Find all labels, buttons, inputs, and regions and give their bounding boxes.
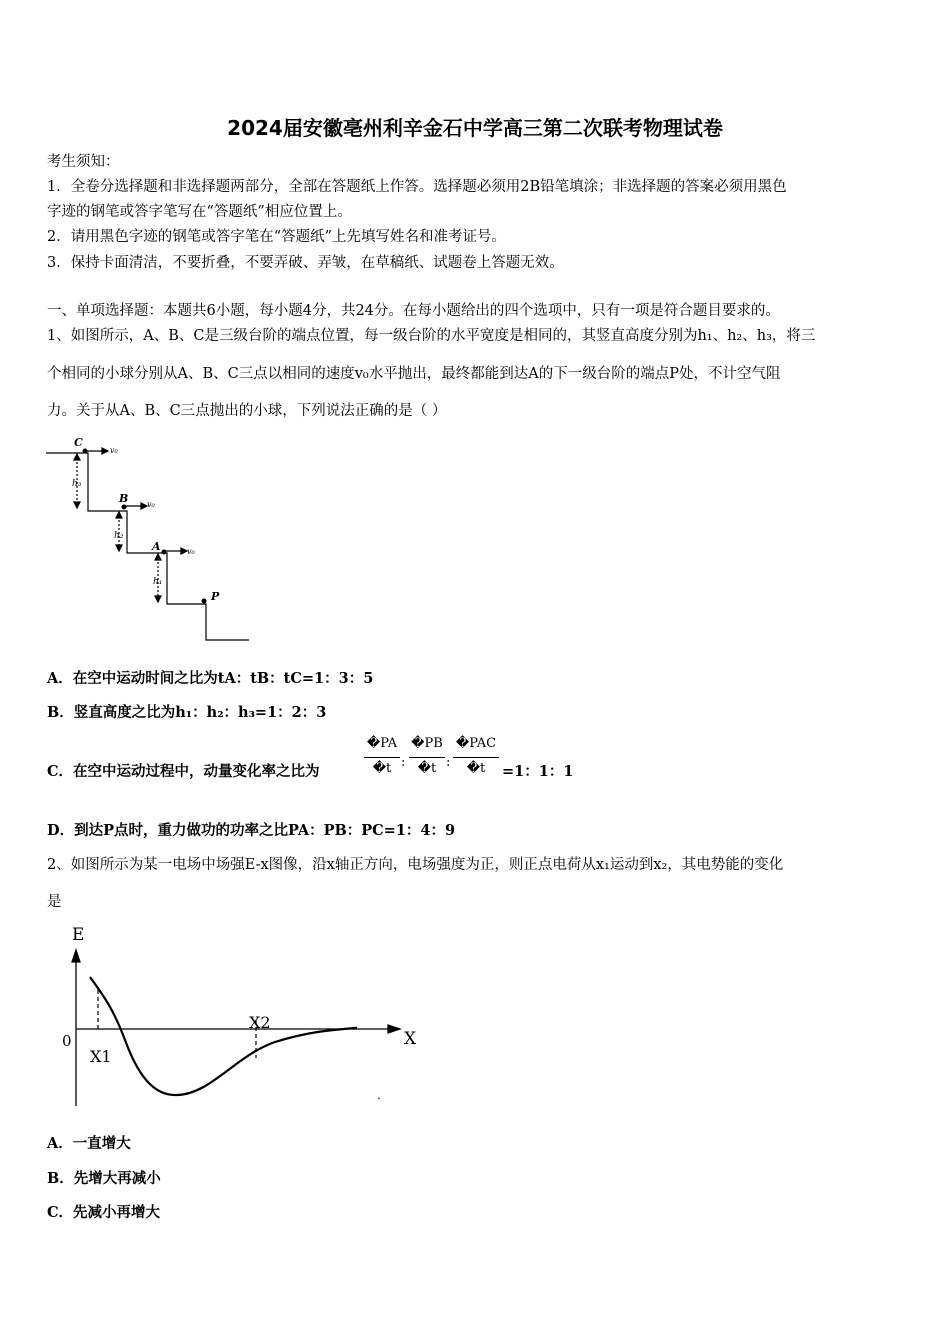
label-c: C: [74, 436, 83, 449]
fraction-den: �t: [466, 761, 486, 776]
q1-option-c-prefix: C．在空中运动过程中，动量变化率之比为: [47, 763, 320, 780]
q2-stem-line: 是: [47, 894, 62, 910]
label-h3: h₃: [72, 479, 82, 489]
q1-stem-line: 1、如图所示，A、B、C是三级台阶的端点位置，每一级台阶的水平宽度是相同的，其竖直高度分别为h₁、h₂、h₃，将三: [47, 328, 816, 344]
label-v0: v₀: [147, 500, 155, 509]
point-c: [83, 449, 88, 454]
notice-item: 2．请用黑色字迹的钢笔或答字笔在“答题纸”上先填写姓名和准考证号。: [47, 229, 507, 245]
ratio-colon: :: [446, 755, 451, 770]
notice-item: 字迹的钢笔或答字笔写在“答题纸”相应位置上。: [47, 204, 352, 220]
stairs-figure: [44, 432, 254, 644]
q1-option-b: B．竖直高度之比为h₁：h₂：h₃=1：2：3: [47, 704, 327, 721]
fraction-num: �PA: [366, 736, 398, 751]
fraction-num: �PB: [411, 736, 443, 751]
fraction-num: �PAC: [455, 736, 497, 751]
point-b: [122, 505, 127, 510]
axis-label-e: E: [72, 925, 85, 945]
x1-label: X1: [90, 1047, 112, 1066]
notice-item: 1．全卷分选择题和非选择题两部分，全部在答题纸上作答。选择题必须用2B铅笔填涂；非选择题的答案必须用黑色: [47, 179, 787, 195]
axis-label-x: X: [404, 1029, 417, 1049]
field-curve: [90, 977, 357, 1095]
label-v0: v₀: [110, 446, 118, 455]
q1-option-c-suffix: =1：1：1: [502, 763, 574, 780]
page-title: 2024届安徽亳州利辛金石中学高三第二次联考物理试卷: [227, 116, 723, 140]
q2-option-b: B．先增大再减小: [47, 1170, 161, 1187]
label-v0: v₀: [187, 547, 195, 556]
section-heading: 一、单项选择题：本题共6小题，每小题4分，共24分。在每小题给出的四个选项中，只有一项是符合题目要求的。: [47, 303, 780, 319]
label-h2: h₂: [114, 531, 124, 541]
label-p: P: [211, 590, 220, 603]
x2-label: X2: [249, 1013, 271, 1032]
fraction-den: �t: [417, 761, 437, 776]
point-a: [162, 550, 167, 555]
notice-heading: 考生须知：: [47, 154, 120, 170]
label-a: A: [152, 540, 161, 553]
label-b: B: [119, 492, 129, 505]
ratio-colon: :: [401, 755, 406, 770]
e-x-graph: [55, 920, 430, 1115]
q2-option-a: A．一直增大: [47, 1135, 131, 1152]
q1-option-d: D．到达P点时，重力做功的功率之比PA：PB：PC=1：4：9: [47, 822, 456, 839]
notice-item: 3．保持卡面清洁，不要折叠，不要弄破、弄皱，在草稿纸、试题卷上答题无效。: [47, 255, 564, 271]
fraction-den: �t: [372, 761, 392, 776]
label-h1: h₁: [153, 577, 163, 587]
q2-option-c: C．先减小再增大: [47, 1204, 161, 1221]
q1-stem-line: 个相同的小球分别从A、B、C三点以相同的速度v₀水平抛出，最终都能到达A的下一级台阶的端点P处，不计空气阻: [47, 366, 781, 382]
q1-stem-line: 力。关于从A、B、C三点抛出的小球，下列说法正确的是（ ）: [47, 403, 447, 419]
q2-stem-line: 2、如图所示为某一电场中场强E-x图像，沿x轴正方向，电场强度为正，则正点电荷从x₁运动到x₂，其电势能的变化: [47, 857, 784, 873]
origin-label: 0: [62, 1032, 72, 1050]
point-p: [202, 599, 207, 604]
q1-option-a: A．在空中运动时间之比为tA：tB：tC=1：3：5: [47, 670, 374, 687]
stray-dot: .: [377, 1088, 381, 1102]
